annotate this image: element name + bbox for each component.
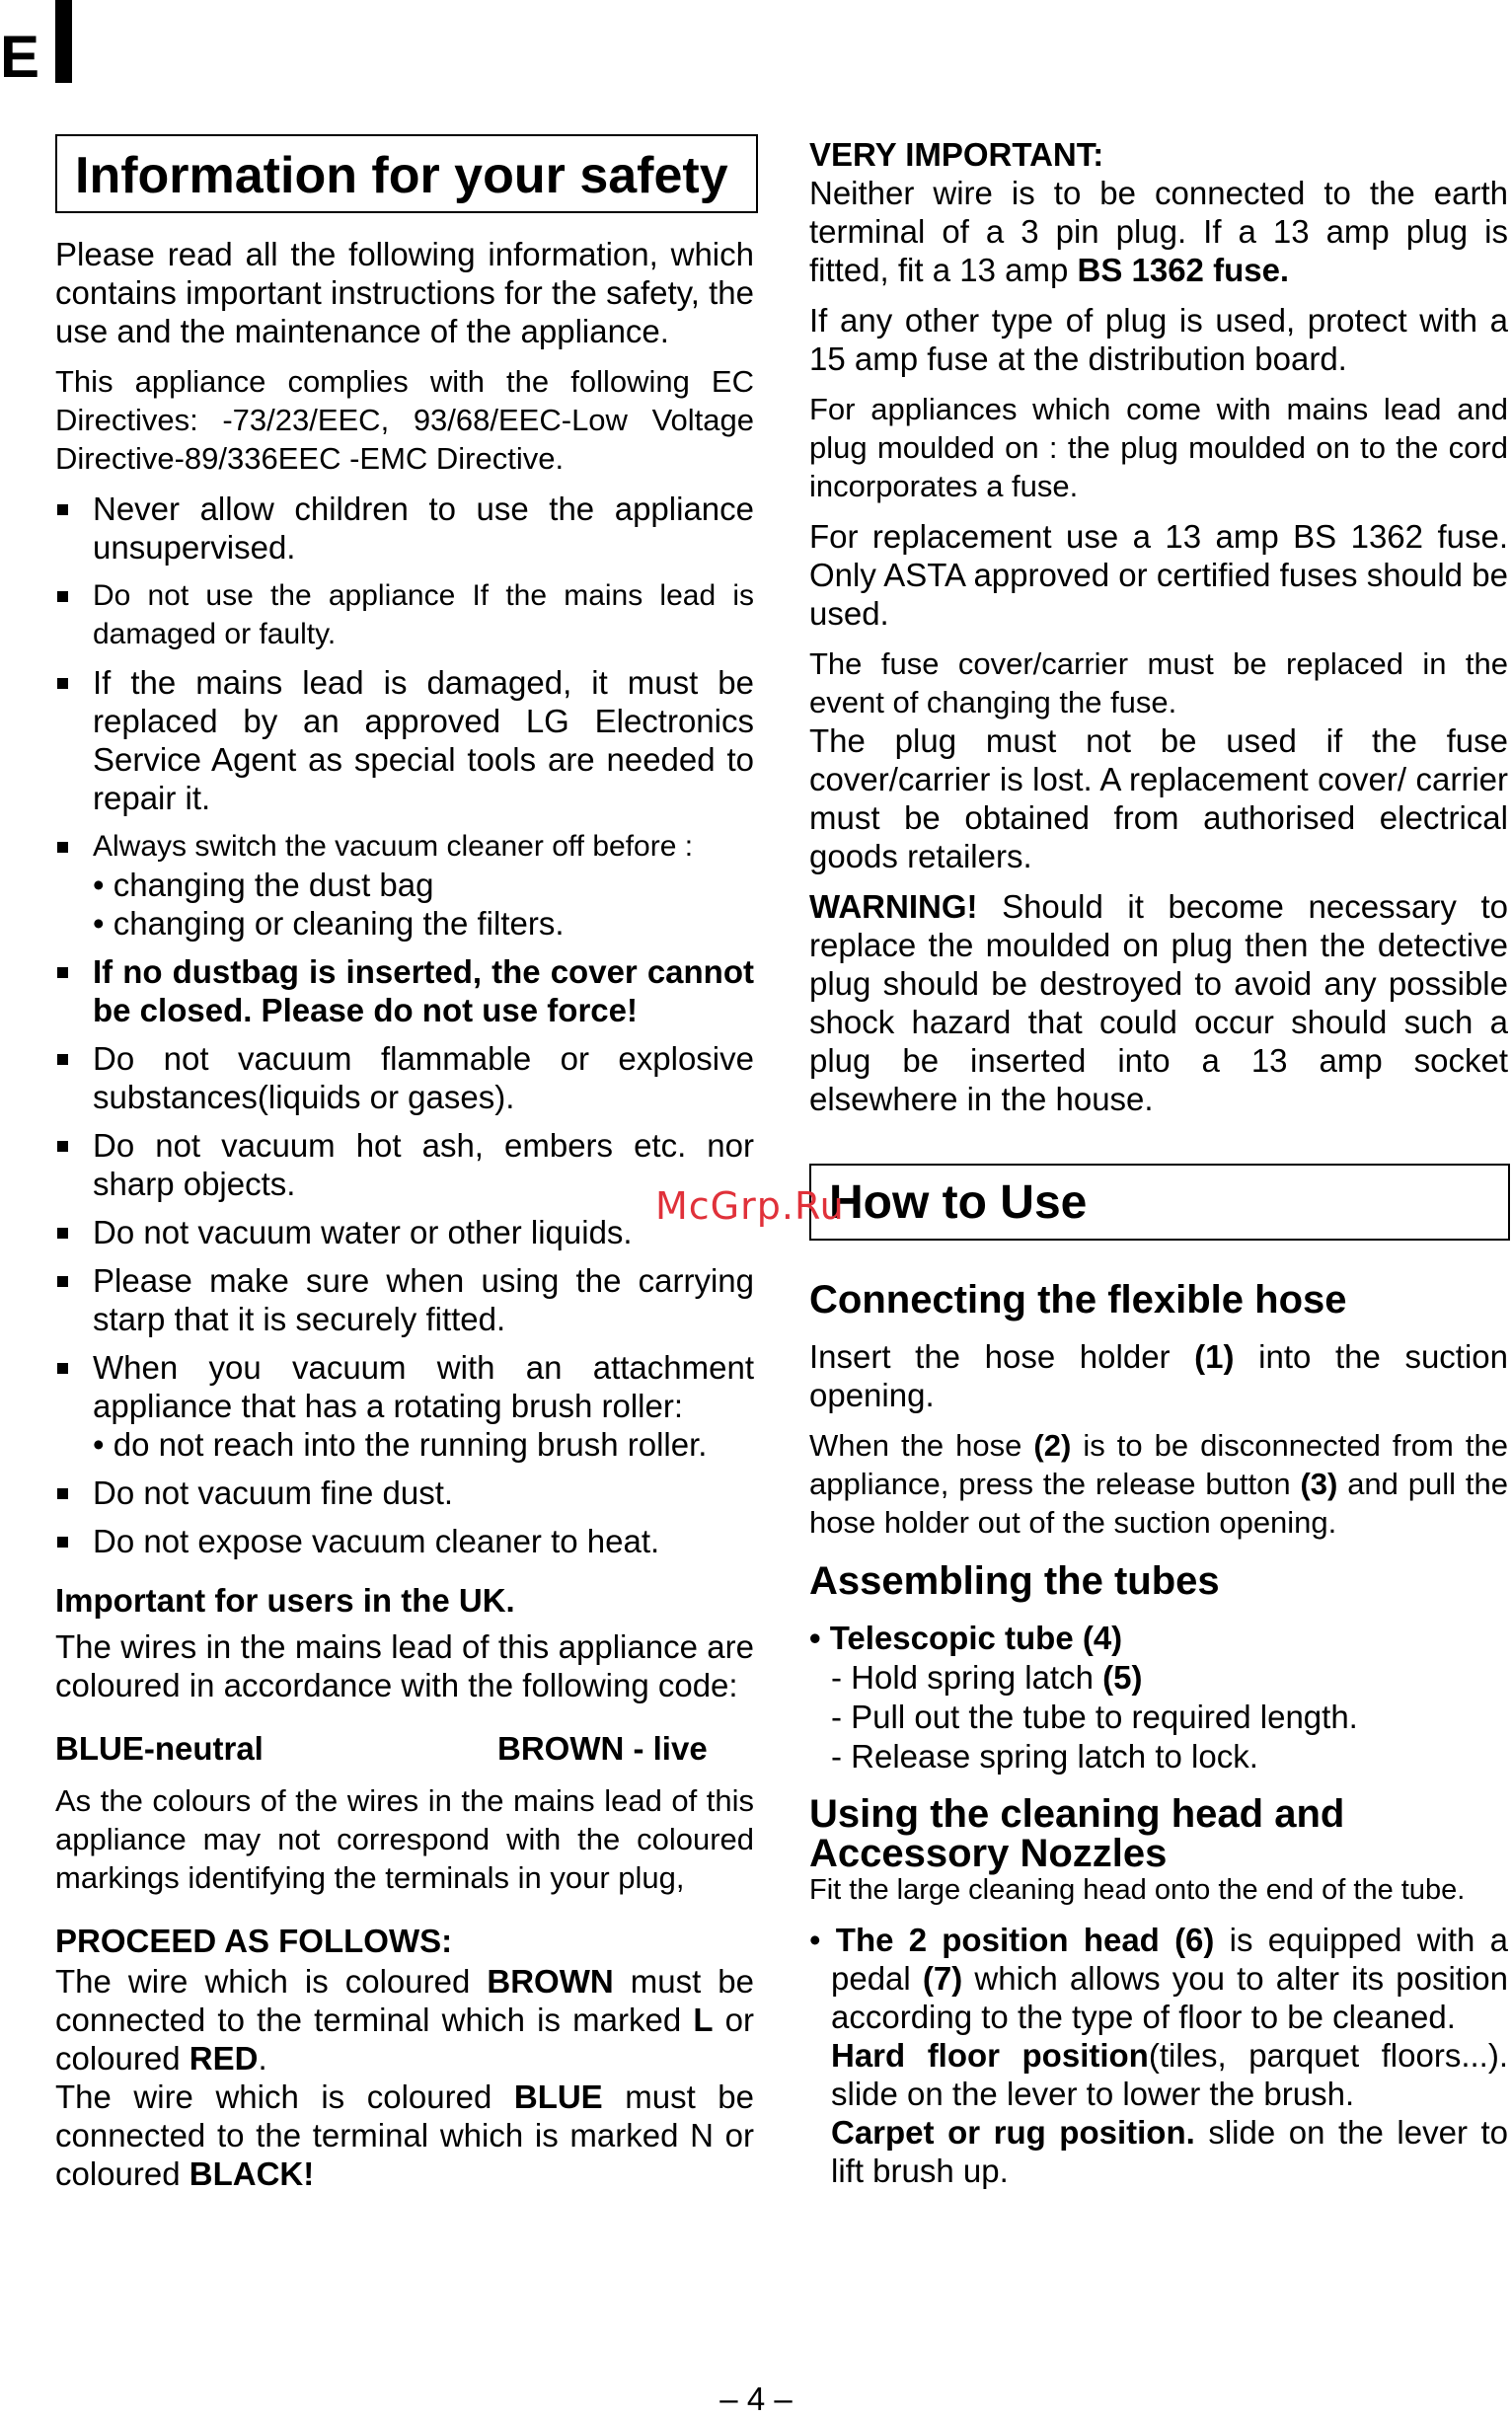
sub-item: • changing or cleaning the filters.	[93, 905, 565, 942]
brown-live-label: BROWN - live	[497, 1730, 708, 1767]
page-section-marker	[0, 0, 79, 89]
uk-heading: Important for users in the UK.	[55, 1582, 515, 1619]
blue-wire-paragraph: The wire which is coloured BLUE must be connected to the terminal which is marked N or coloured BLACK!	[55, 2078, 754, 2192]
left-column	[55, 134, 754, 2205]
sub-item: • do not reach into the running brush roller.	[93, 1426, 708, 1463]
moulded-plug-paragraph: For appliances which come with mains lead and plug moulded on : the plug moulded on to the cord incorporates a fuse.	[809, 392, 1508, 503]
directives-paragraph: This appliance complies with the following EC Directives: -73/23/EEC, 93/68/EEC-Low Voltage Directive-89/336EEC -EMC Directive.	[55, 364, 754, 476]
list-item: If no dustbag is inserted, the cover cannot be closed. Please do not use force!	[55, 952, 754, 1029]
list-item: Do not vacuum water or other liquids.	[55, 1213, 754, 1251]
list-item: If the mains lead is damaged, it must be replaced by an approved LG Electronics Service Agent as special tools are needed to repair it.	[55, 663, 754, 817]
section-bar	[55, 0, 72, 83]
warning-paragraph: WARNING! Should it become necessary to replace the moulded on plug then the detective plug should be destroyed to avoid any possible shock hazard that could occur should such a plug be inserted into a 13 amp socket elsewhere in the house.	[809, 888, 1508, 1117]
very-important-heading: VERY IMPORTANT:	[809, 136, 1104, 173]
safety-title: Information for your safety	[55, 134, 758, 213]
proceed-heading: PROCEED AS FOLLOWS:	[55, 1923, 453, 1959]
safety-list	[55, 490, 754, 1560]
how-to-use-title: How to Use	[809, 1164, 1510, 1241]
replacement-fuse-paragraph: For replacement use a 13 amp BS 1362 fuse. Only ASTA approved or certified fuses should be used.	[809, 518, 1508, 632]
uk-paragraph: The wires in the mains lead of this appliance are coloured in accordance with the following code:	[55, 1628, 754, 1703]
cleaning-head-note: Fit the large cleaning head onto the end of the tube.	[809, 1874, 1466, 1906]
list-item: Do not use the appliance If the mains lead is damaged or faulty.	[55, 576, 754, 653]
list-item-text: Always switch the vacuum cleaner off before :	[93, 830, 694, 863]
brown-wire-paragraph: The wire which is coloured BROWN must be connected to the terminal which is marked L or coloured RED.	[55, 1963, 754, 2077]
position-head-block: • The 2 position head (6) is equipped with a pedal (7) which allows you to alter its position according to the type of floor to be cleaned. Hard floor position(tiles, parquet floors...). slide on the lever to lower the brush. Carpet or rug position. slide on the lever to lift brush up.	[809, 1922, 1509, 2189]
list-item: Do not vacuum fine dust.	[55, 1473, 754, 1512]
list-item	[55, 1348, 754, 1464]
right-column	[809, 136, 1508, 2202]
hard-floor-paragraph: Hard floor position(tiles, parquet floors...). slide on the lever to lower the brush.	[831, 2037, 1508, 2112]
list-item: Do not expose vacuum cleaner to heat.	[55, 1522, 754, 1560]
watermark: McGrp.Ru	[655, 1184, 845, 1228]
step-item: - Hold spring latch (5)	[831, 1659, 1143, 1696]
tubes-heading: Assembling the tubes	[809, 1559, 1220, 1603]
list-item: Please make sure when using the carrying starp that it is securely fitted.	[55, 1261, 754, 1338]
intro-paragraph: Please read all the following information, which contains important instructions for the safety, the use and the maintenance of the appliance.	[55, 236, 754, 349]
colours-paragraph: As the colours of the wires in the mains lead of this appliance may not correspond with the coloured markings identifying the terminals in your plug,	[55, 1783, 754, 1895]
hose-disconnect-paragraph: When the hose (2) is to be disconnected from the appliance, press the release button (3) and pull the hose holder out of the suction opening.	[809, 1428, 1509, 1540]
section-letter: E	[0, 24, 40, 90]
list-item: Never allow children to use the appliance unsupervised.	[55, 490, 754, 567]
other-plug-paragraph: If any other type of plug is used, protect with a 15 amp fuse at the distribution board.	[809, 302, 1508, 377]
step-item: - Pull out the tube to required length.	[831, 1699, 1358, 1735]
plug-cover-paragraph: The plug must not be used if the fuse cover/carrier is lost. A replacement cover/ carrier must be obtained from authorised electrical goods retailers.	[809, 722, 1508, 874]
earth-paragraph: Neither wire is to be connected to the earth terminal of a 3 pin plug. If a 13 amp plug is fitted, fit a 13 amp BS 1362 fuse.	[809, 175, 1508, 288]
cleaning-head-heading: Using the cleaning head and Accessory Nozzles	[809, 1792, 1345, 1875]
step-item: - Release spring latch to lock.	[831, 1738, 1258, 1775]
carpet-paragraph: Carpet or rug position. slide on the lever to lift brush up.	[831, 2114, 1509, 2189]
fuse-cover-paragraph: The fuse cover/carrier must be replaced in the event of changing the fuse.	[809, 646, 1508, 719]
page-number: – 4 –	[719, 2380, 793, 2417]
list-item-text: When you vacuum with an attachment appliance that has a rotating brush roller:	[93, 1349, 754, 1424]
list-item: Do not vacuum flammable or explosive substances(liquids or gases).	[55, 1039, 754, 1116]
hose-insert-paragraph: Insert the hose holder (1) into the suction opening.	[809, 1338, 1508, 1413]
tubes-steps	[809, 1619, 1508, 1776]
list-item: Do not vacuum hot ash, embers etc. nor sharp objects.	[55, 1126, 754, 1203]
wire-colour-code	[55, 1730, 754, 1768]
hose-heading: Connecting the flexible hose	[809, 1278, 1347, 1322]
telescopic-tube-label: • Telescopic tube (4)	[809, 1620, 1123, 1656]
blue-neutral-label: BLUE-neutral	[55, 1730, 264, 1767]
sub-item: • changing the dust bag	[93, 867, 434, 903]
list-item	[55, 827, 754, 943]
